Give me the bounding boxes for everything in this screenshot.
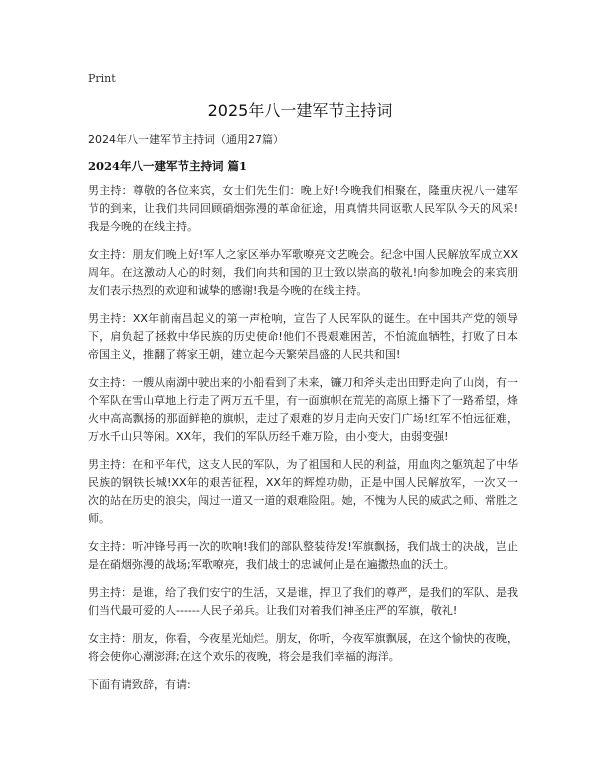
paragraph-closing: 下面有请致辞，有请: bbox=[88, 678, 191, 691]
paragraph-male-host-salute: 男主持：是谁，给了我们安宁的生活，又是谁，捍卫了我们的尊严，是我们的军队、是我们当代最可爱的人------人民子弟兵。让我们对着我们神圣庄严的军旗，敬礼! bbox=[88, 586, 518, 617]
paragraph-female-host-bugle: 女主持：听冲锋号再一次的吹响!我们的部队整装待发!军旗飘扬，我们战士的决战，岂止是在硝烟弥漫的战场;军歌嘹亮，我们战士的忠诚何止是在遍撒热血的沃土。 bbox=[88, 540, 518, 571]
paragraph-female-host-opening: 女主持：朋友们晚上好!军人之家区举办军歌嘹亮文艺晚会。纪念中国人民解放军成立XX周年。在这激动人心的时刻，我们向共和国的卫士致以崇高的敬礼!向参加晚会的来宾朋友们表示热烈的欢迎和诚挚的感谢!我是今晚的在线主持。 bbox=[88, 248, 518, 297]
document-subtitle: 2024年八一建军节主持词（通用27篇） bbox=[88, 133, 284, 146]
paragraph-male-host-peace-era: 男主持：在和平年代，这支人民的军队，为了祖国和人民的利益，用血肉之躯筑起了中华民族的钢铁长城!XX年的艰苦征程，XX年的辉煌功勋，正是中国人民解放军，一次又一次的站在历史的浪尖，闯过一道又一道的艰难险阻。她，不愧为人民的威武之师、常胜之师。 bbox=[88, 458, 518, 525]
paragraph-male-host-opening: 男主持：尊敬的各位来宾，女士们先生们：晚上好!今晚我们相聚在，隆重庆祝八一建军节的到来，让我们共同回顾硝烟弥漫的革命征途，用真情共同讴歌人民军队今天的风采!我是今晚的在线主持。 bbox=[88, 184, 518, 233]
print-link[interactable]: Print bbox=[88, 72, 116, 85]
paragraph-male-host-nanchang: 男主持：XX年前南昌起义的第一声枪响，宣告了人民军队的诞生。在中国共产党的领导下，肩负起了拯救中华民族的历史使命!他们不畏艰难困苦，不怕流血牺牲，打败了日本帝国主义，推翻了蒋家王朝，建立起今天繁荣昌盛的人民共和国! bbox=[88, 312, 518, 361]
paragraph-female-host-starlight: 女主持：朋友，你看，今夜星光灿烂。朋友，你听，今夜军旗飘展，在这个愉快的夜晚，将会使你心潮澎湃;在这个欢乐的夜晚，将会是我们幸福的海洋。 bbox=[88, 632, 518, 663]
section-heading: 2024年八一建军节主持词 篇1 bbox=[88, 159, 248, 173]
document-body bbox=[88, 182, 518, 704]
paragraph-female-host-long-march: 女主持：一艘从南湖中驶出来的小船看到了未来，镰刀和斧头走出田野走向了山岗，有一个军队在雪山草地上行走了两万五千里，有一面旗帜在荒芜的高原上播下了一路希望，烽火中高高飘扬的那面鲜艳的旗帜，走过了艰难的岁月走向天安门广场!红军不怕远征难，万水千山只等闲。XX年，我们的军队历经千难万险，由小变大，由弱变强! bbox=[88, 376, 518, 443]
document-title: 2025年八一建军节主持词 bbox=[207, 101, 393, 120]
